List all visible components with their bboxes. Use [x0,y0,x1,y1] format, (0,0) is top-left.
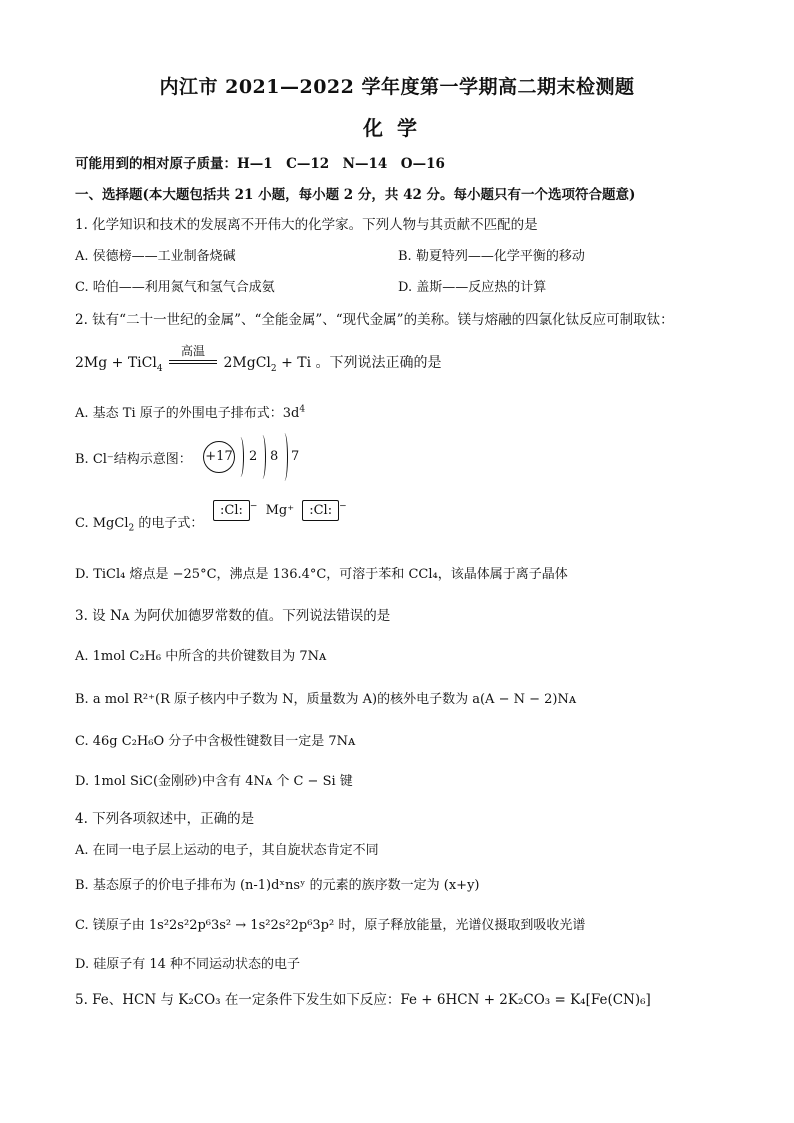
question-1-option-b: B. 勒夏特列——化学平衡的移动 [398,249,585,264]
option-a-text: A. 基态 Ti 原子的外围电子排布式：3d [75,406,300,421]
equation-tail: + Ti 。下列说法正确的是 [276,355,442,371]
question-2-stem: 2. 钛有“二十一世纪的金属”、“全能金属”、“现代金属”的美称。镁与熔融的四氯化钛反应可制取钛： [75,312,674,328]
equation-left-subscript: 4 [156,363,163,374]
option-c-subscript: 2 [128,523,135,534]
question-3-option-a: A. 1mol C₂H₆ 中所含的共价键数目为 7Nᴀ [75,649,327,664]
question-3-option-d: D. 1mol SiC(金刚砂)中含有 4Nᴀ 个 C − Si 键 [75,774,353,789]
equation-left: 2Mg + TiCl [75,355,157,371]
question-4-option-b: B. 基态原子的价电子排布为 (n-1)dˣnsʸ 的元素的族序数一定为 (x+y) [75,878,480,893]
atomic-mass-line: 可能用到的相对原子质量：H—1 C—12 N—14 O—16 [75,156,445,172]
reaction-condition: 高温 [181,344,206,358]
question-2-equation [75,340,442,374]
shell-arc-3 [281,433,288,481]
question-1-option-d: D. 盖斯——反应热的计算 [398,280,547,295]
shell-arc-2 [259,435,266,479]
option-c-post: 的电子式： [134,516,204,531]
equation-right: 2MgCl [223,355,271,371]
shell-electrons-3: 7 [291,449,300,464]
chloride-ion-diagram [203,435,313,479]
shell-electrons-1: 2 [249,449,258,464]
question-4-option-a: A. 在同一电子层上运动的电子，其自旋状态肯定不同 [75,843,379,858]
question-4-option-c: C. 镁原子由 1s²2s²2p⁶3s² → 1s²2s²2p⁶3p² 时，原子释放能量，光谱仪摄取到吸收光谱 [75,918,586,933]
shell-electrons-2: 8 [270,449,279,464]
question-2-option-c [75,512,203,534]
option-a-superscript: 4 [299,404,306,415]
electron-formula: :Cl: − Mg⁺ :Cl: − [213,500,347,521]
option-c-text: C. MgCl [75,516,129,531]
question-2-option-b: B. Cl⁻结构示意图： [75,452,192,467]
question-4-option-d: D. 硅原子有 14 种不同运动状态的电子 [75,957,301,972]
equation-right-subscript: 2 [270,363,277,374]
magnesium-ion: Mg⁺ [265,503,295,518]
question-4-stem: 4. 下列各项叙述中，正确的是 [75,811,255,827]
question-1-option-c: C. 哈伯——利用氮气和氢气合成氨 [75,280,275,295]
question-5-stem: 5. Fe、HCN 与 K₂CO₃ 在一定条件下发生如下反应：Fe + 6HCN + 2K₂CO₃ = K₄[Fe(CN)₆] [75,992,651,1008]
shell-arc-1 [237,437,244,477]
reaction-arrow [169,342,217,364]
question-2-option-a [75,402,305,421]
exam-title: 内江市 2021—2022 学年度第一学期高二期末检测题 [159,76,635,98]
question-3-stem: 3. 设 Nᴀ 为阿伏加德罗常数的值。下列说法错误的是 [75,608,391,624]
question-2-option-d: D. TiCl₄ 熔点是 −25°C，沸点是 136.4°C，可溶于苯和 CCl₄，该晶体属于离子晶体 [75,567,568,582]
subject-title: 化学 [363,116,431,140]
question-3-option-c: C. 46g C₂H₆O 分子中含极性键数目一定是 7Nᴀ [75,734,356,749]
chloride-bracket-2: :Cl: [302,500,339,521]
chloride-bracket-1: :Cl: [213,500,250,521]
section-heading: 一、选择题(本大题包括共 21 小题，每小题 2 分，共 42 分。每小题只有一个选项符合题意) [75,187,636,203]
question-3-option-b: B. a mol R²⁺(R 原子核内中子数为 N，质量数为 A)的核外电子数为 a(A − N − 2)Nᴀ [75,692,577,707]
question-1-option-a: A. 侯德榜——工业制备烧碱 [75,249,236,264]
question-1-stem: 1. 化学知识和技术的发展离不开伟大的化学家。下列人物与其贡献不匹配的是 [75,217,538,233]
nucleus-circle: +17 [203,441,235,473]
